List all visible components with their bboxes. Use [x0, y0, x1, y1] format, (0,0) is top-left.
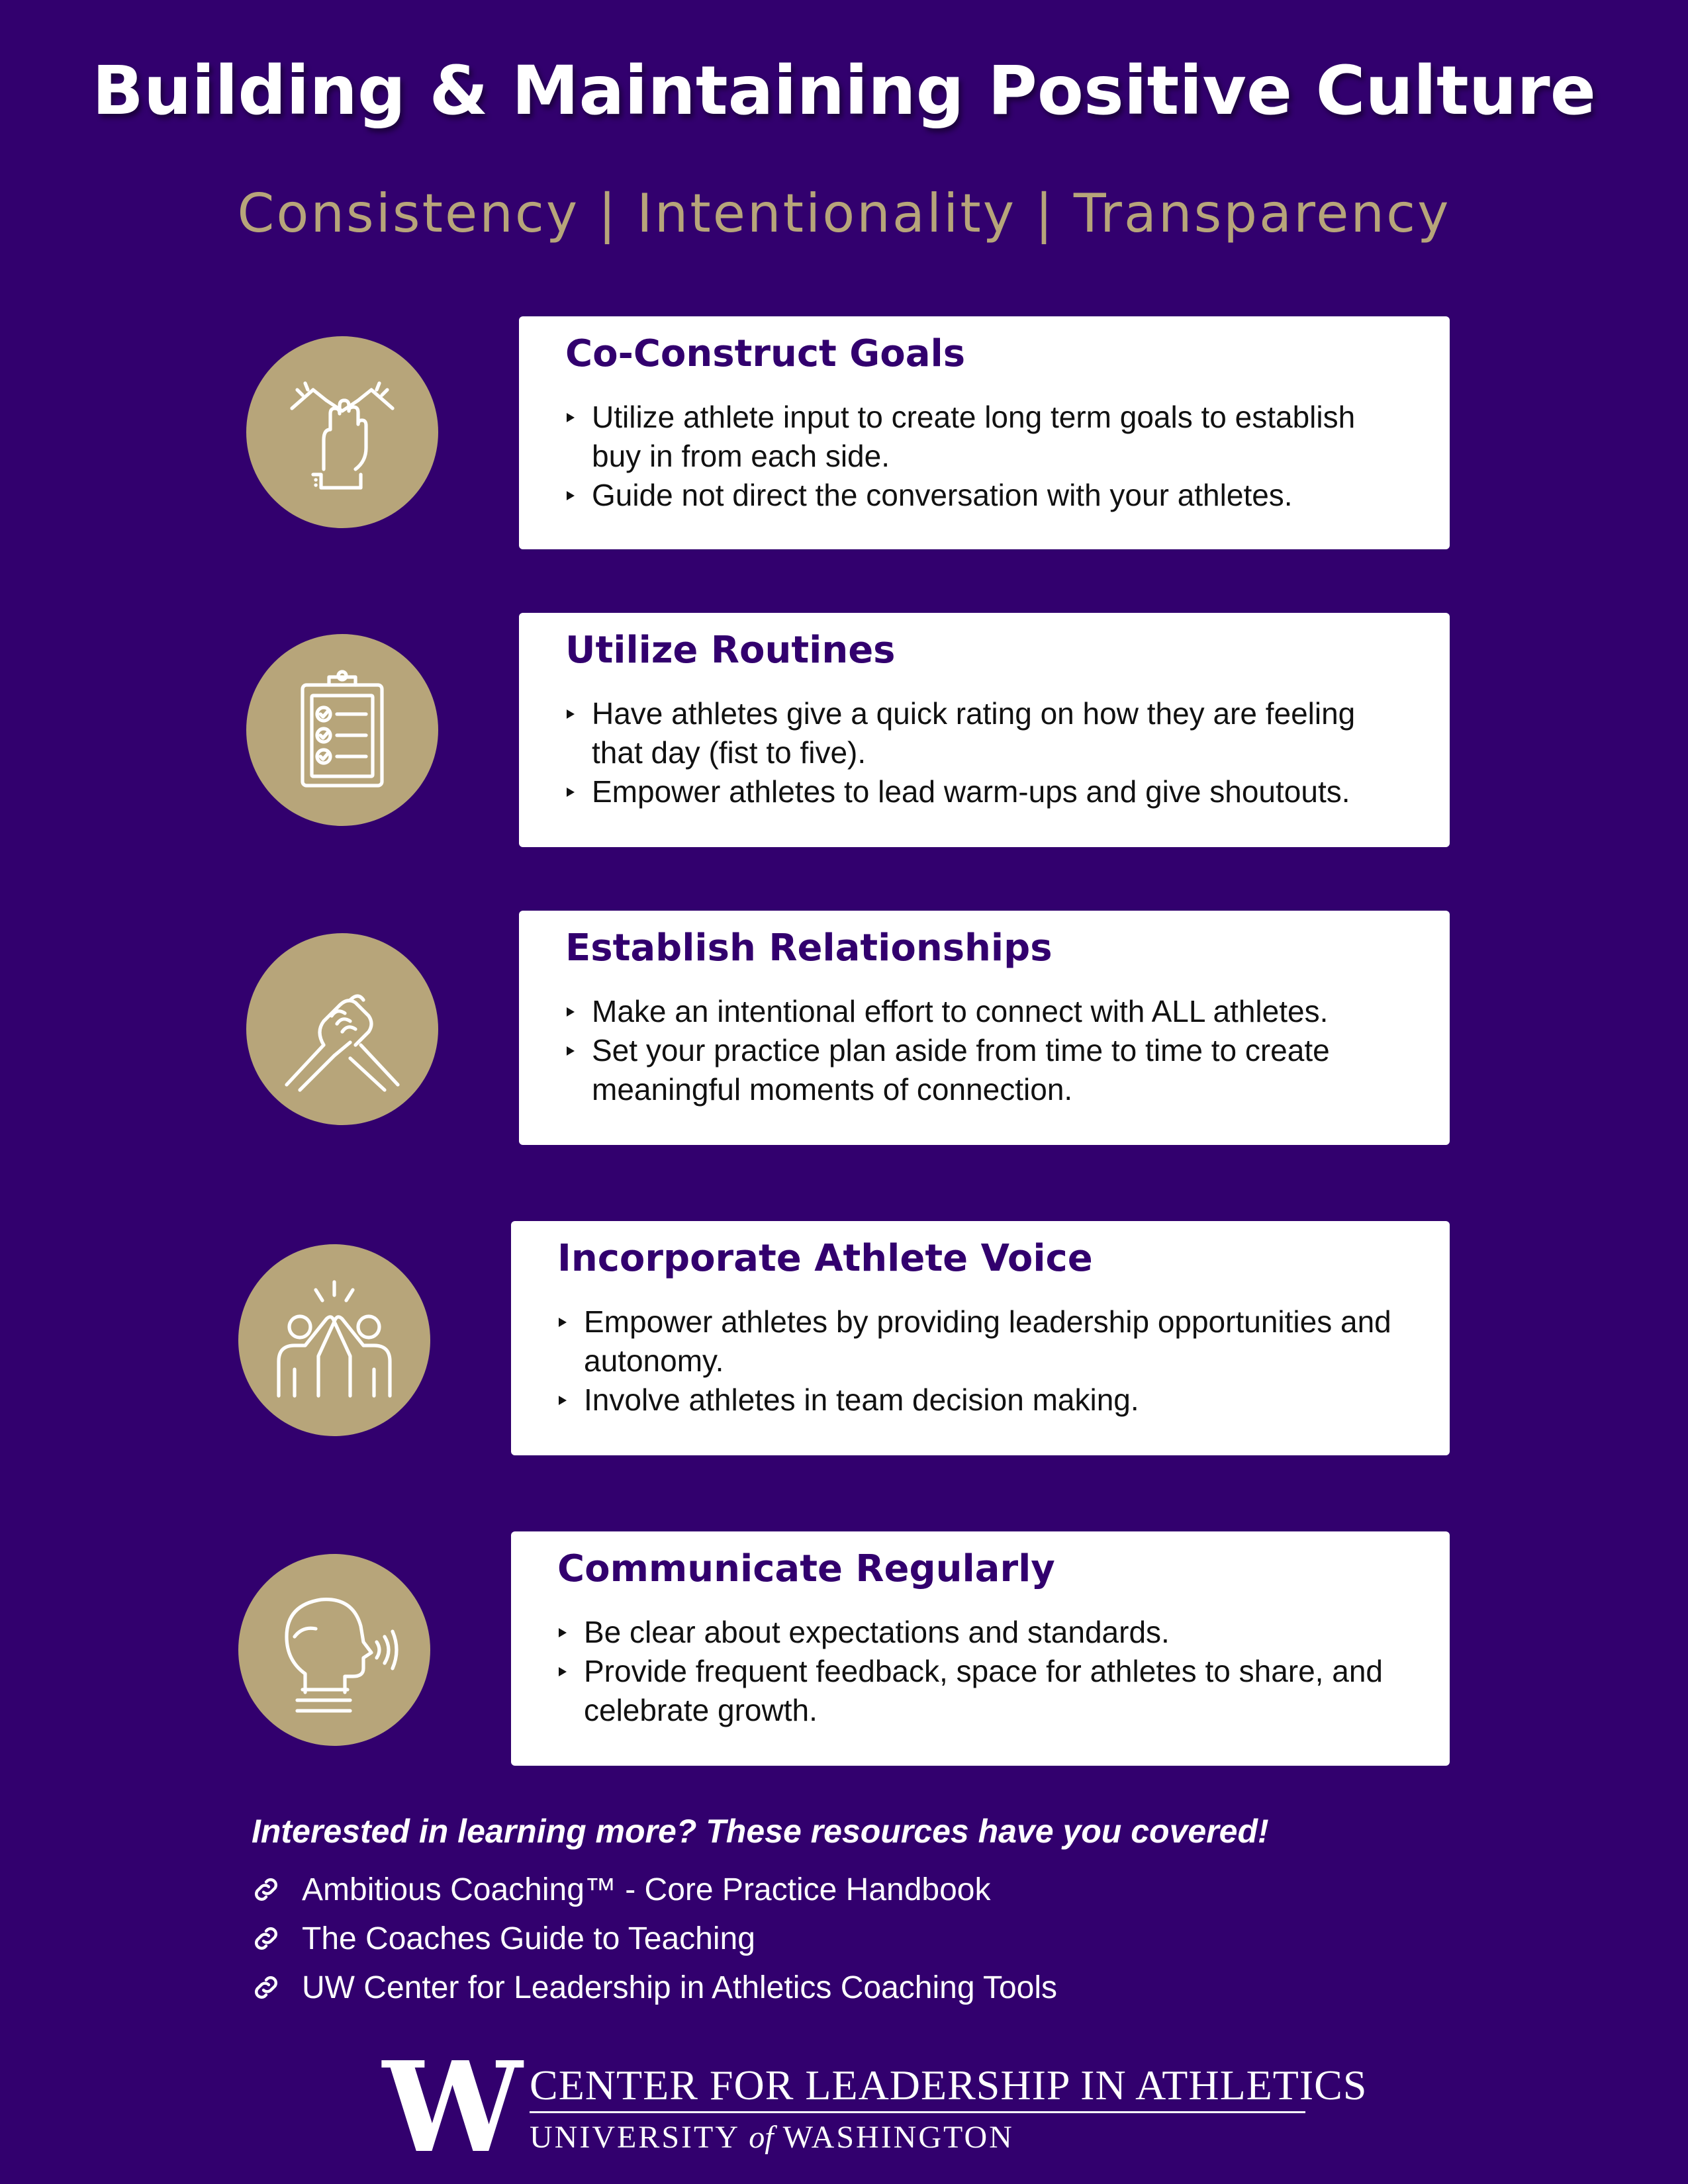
bullet-item: Have athletes give a quick rating on how they are feeling that day (fist to five).	[565, 694, 1410, 772]
page-subtitle: Consistency | Intentionality | Transparency	[237, 183, 1451, 244]
high-five-icon	[268, 1274, 400, 1406]
resource-link-label: The Coaches Guide to Teaching	[302, 1921, 755, 1956]
bullet-item: Utilize athlete input to create long term goals to establish buy in from each side.	[565, 398, 1410, 476]
hands-together-icon	[276, 366, 408, 498]
section-icon-circle	[246, 933, 438, 1125]
page-title: Building & Maintaining Positive Culture	[92, 52, 1596, 130]
section-card-establish-relationships	[519, 911, 1450, 1145]
bullet-item: Involve athletes in team decision making.	[557, 1381, 1410, 1420]
logo-line-2-of: of	[749, 2120, 774, 2155]
bullet-item: Guide not direct the conversation with your athletes.	[565, 476, 1410, 515]
section-icon-circle	[246, 634, 438, 826]
section-card-communicate-regularly	[511, 1531, 1450, 1766]
section-card-utilize-routines	[519, 613, 1450, 847]
resource-link-ambitious-coaching[interactable]	[250, 1865, 1057, 1914]
resources-list	[250, 1865, 1057, 2012]
speaking-head-icon	[268, 1584, 400, 1716]
clipboard-checklist-icon	[276, 664, 408, 796]
bullet-item: Provide frequent feedback, space for athletes to share, and celebrate growth.	[557, 1652, 1410, 1730]
section-heading: Utilize Routines	[565, 629, 896, 672]
handshake-icon	[276, 963, 408, 1095]
section-heading: Communicate Regularly	[557, 1547, 1055, 1590]
logo-line-1: CENTER FOR LEADERSHIP IN ATHLETICS	[530, 2062, 1368, 2109]
link-icon	[250, 1972, 282, 2003]
link-icon	[250, 1923, 282, 1954]
section-card-incorporate-athlete-voice	[511, 1221, 1450, 1455]
section-heading: Establish Relationships	[565, 927, 1053, 970]
logo-w-mark: W	[383, 2034, 512, 2181]
resources-heading: Interested in learning more? These resources have you covered!	[252, 1813, 1269, 1850]
resource-link-label: UW Center for Leadership in Athletics Coaching Tools	[302, 1970, 1058, 2005]
bullet-item: Set your practice plan aside from time to time to create meaningful moments of connection.	[565, 1031, 1410, 1109]
uw-logo	[383, 2034, 1368, 2181]
logo-divider	[530, 2111, 1305, 2113]
section-card-co-construct-goals	[519, 316, 1450, 549]
bullet-item: Empower athletes to lead warm-ups and give shoutouts.	[565, 772, 1410, 811]
link-icon	[250, 1874, 282, 1905]
bullet-item: Be clear about expectations and standards.	[557, 1613, 1410, 1652]
section-heading: Incorporate Athlete Voice	[557, 1237, 1093, 1280]
bullet-item: Empower athletes by providing leadership opportunities and autonomy.	[557, 1302, 1410, 1381]
section-icon-circle	[238, 1554, 430, 1746]
resource-link-coaches-guide[interactable]	[250, 1914, 1057, 1963]
resource-link-label: Ambitious Coaching™ - Core Practice Handbook	[302, 1872, 991, 1907]
logo-line-2-part: UNIVERSITY	[530, 2120, 749, 2155]
logo-line-2	[530, 2119, 1014, 2156]
section-heading: Co-Construct Goals	[565, 332, 966, 375]
section-icon-circle	[246, 336, 438, 528]
resource-link-coaching-tools[interactable]	[250, 1963, 1057, 2012]
logo-line-2-part: WASHINGTON	[773, 2120, 1014, 2155]
bullet-item: Make an intentional effort to connect with ALL athletes.	[565, 992, 1410, 1031]
section-icon-circle	[238, 1244, 430, 1436]
